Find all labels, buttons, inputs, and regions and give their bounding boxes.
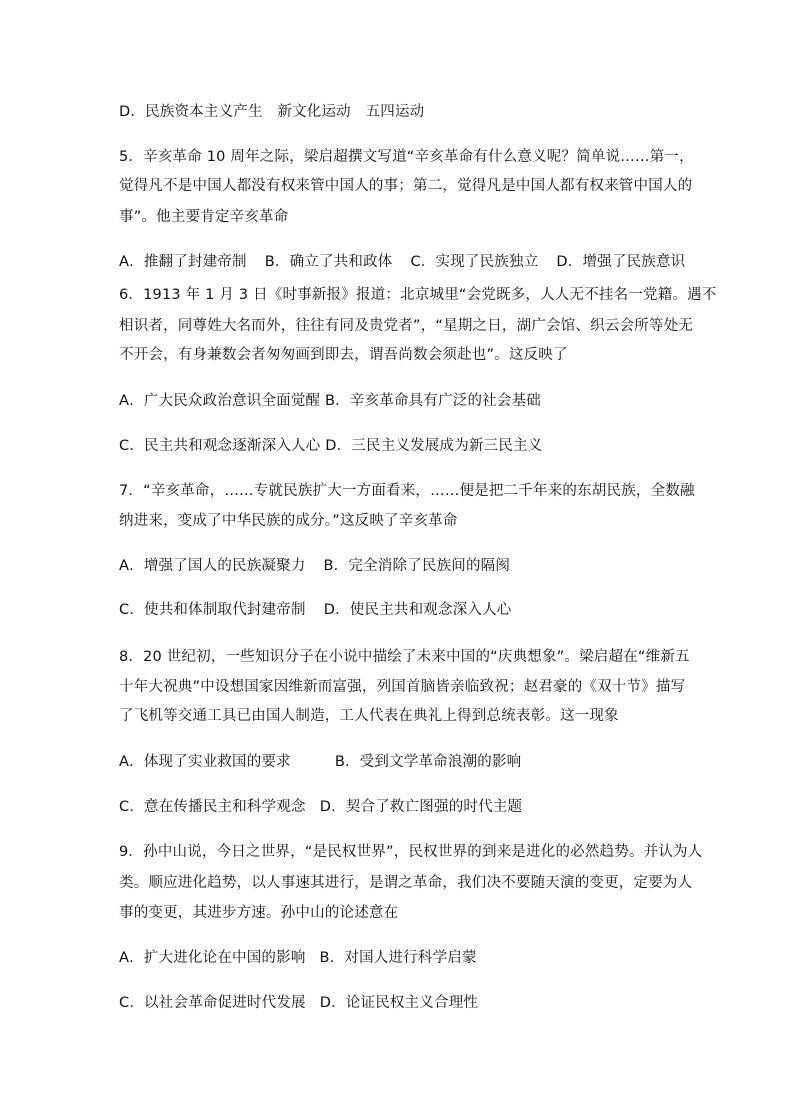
q6-stem-line-2: 相识者，同尊姓大名而外，往往有同及贵党者”，“星期之日，湖广会馆、织云会所等处无 (119, 318, 694, 334)
q9-stem-line-1: 9．孙中山说，今日之世界，“是民权世界”，民权世界的到来是进化的必然趋势。并认为人 (119, 844, 703, 860)
q8-options-ab (119, 752, 521, 772)
q6-options-ab: A．广大民众政治意识全面觉醒 B．辛亥革命具有广泛的社会基础 (119, 393, 541, 409)
q6-options-cd: C．民主共和观念逐渐深入人心 D．三民主义发展成为新三民主义 (119, 438, 543, 454)
q5-stem-line-3: 事”。他主要肯定辛亥革命 (119, 209, 289, 225)
q9-option-d: D．论证民权主义合理性 (319, 995, 479, 1011)
q8-stem-line-2: 十年大祝典”中设想国家因维新而富强，列国首脑皆亲临致祝；赵君豪的《双十节》描写 (119, 679, 686, 695)
q9-option-a: A．扩大进化论在中国的影响 (119, 950, 306, 966)
q9-stem-line-3: 事的变更，其进步方速。孙中山的论述意在 (119, 905, 399, 921)
q8-option-d: D．契合了救亡图强的时代主题 (319, 799, 523, 815)
q9-options-ab (119, 948, 477, 968)
q6-stem-line-3: 不开会，有身兼数会者匆匆画到即去，谓吾尚数会须赴也”。这反映了 (119, 347, 568, 363)
q9-options-cd (119, 993, 478, 1013)
q7-stem-line-1: 7．“辛亥革命，……专就民族扩大一方面看来，……便是把二千年来的东胡民族，全数融 (119, 483, 695, 499)
q9-option-c: C．以社会革命促进时代发展 (119, 995, 306, 1011)
q8-option-a: A．体现了实业救国的要求 (119, 754, 291, 770)
q9-option-b: B．对国人进行科学启蒙 (319, 950, 477, 966)
q5-stem-line-1: 5．辛亥革命 10 周年之际，梁启超撰文写道“辛亥革命有什么意义呢？简单说……第一， (119, 149, 694, 165)
q5-stem-line-2: 觉得凡不是中国人都没有权来管中国人的事；第二，觉得凡是中国人都有权来管中国人的 (119, 178, 693, 194)
q5-options-row (119, 252, 685, 272)
q7-options-cd (119, 600, 512, 620)
q8-option-c: C．意在传播民主和科学观念 (119, 799, 306, 815)
q7-stem-line-2: 纳进来，变成了中华民族的成分。”这反映了辛亥革命 (119, 513, 458, 529)
q8-stem-line-1: 8．20 世纪初，一些知识分子在小说中描绘了未来中国的“庆典想象”。梁启超在“维新五 (119, 649, 690, 665)
q9-stem-line-2: 类。顺应进化趋势，以人事速其进行，是谓之革命，我们决不要随天演的变更，定要为人 (119, 875, 693, 891)
q7-options-ab (119, 556, 510, 576)
q5-option-a: A．推翻了封建帝制 (119, 254, 247, 270)
q7-option-c: C．使共和体制取代封建帝制 (119, 602, 306, 618)
q5-option-c: C．实现了民族独立 (410, 254, 539, 270)
q5-option-d: D．增强了民族意识 (556, 254, 686, 270)
q5-option-b: B．确立了共和政体 (264, 254, 393, 270)
q4-option-d: D．民族资本主义产生 新文化运动 五四运动 (119, 104, 425, 120)
q8-stem-line-3: 了飞机等交通工具已由国人制造，工人代表在典礼上得到总统表彰。这一现象 (119, 708, 619, 724)
q7-option-d: D．使民主共和观念深入人心 (323, 602, 512, 618)
q8-option-b: B．受到文学革命浪潮的影响 (334, 754, 522, 770)
q6-stem-line-1: 6．1913 年 1 月 3 日《时事新报》报道：北京城里“会党既多，人人无不挂名一党籍。遇不 (119, 287, 717, 303)
q7-option-b: B．完全消除了民族间的隔阂 (323, 558, 511, 574)
q8-options-cd (119, 797, 522, 817)
q7-option-a: A．增强了国人的民族凝聚力 (119, 558, 306, 574)
